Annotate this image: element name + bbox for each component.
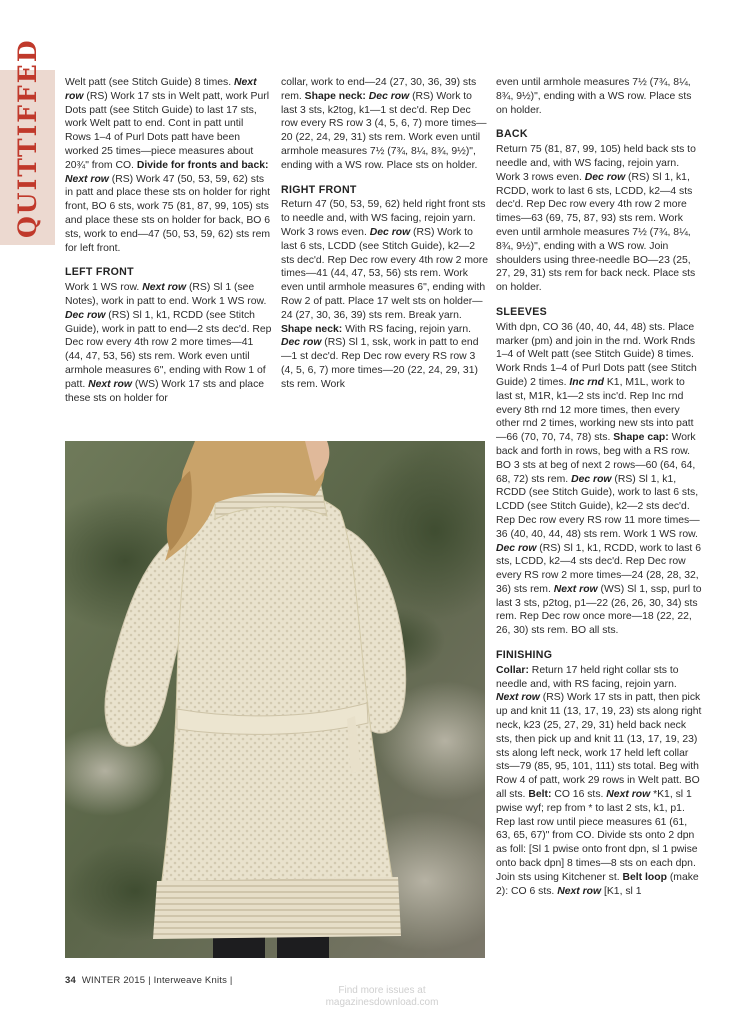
- watermark: [262, 985, 502, 1009]
- heading-left-front: LEFT FRONT: [65, 266, 134, 279]
- section-tab-label: QUITTIFFED: [13, 38, 42, 238]
- paragraph-right-front-cont: even until armhole measures 7½ (7¾, 8¼, 8¾, 9½)", ending with a WS row. Place sts on holder.: [496, 77, 692, 116]
- issue-label: WINTER 2015: [81, 975, 146, 986]
- cardigan-photo-illustration: [65, 441, 485, 958]
- heading-sleeves: SLEEVES: [496, 305, 547, 318]
- text-column-3: [496, 76, 702, 909]
- paragraph-right-front: Return 47 (50, 53, 59, 62) held right front sts to needle and, with WS facing, rejoin yarn. Work 3 rows even. Dec row (RS) Work to last 6 sts, LCDD (see Stitch Guide), k2—2 sts dec'd. Rep Dec row every 4th row 2 more times—41 (44, 47, 53, 56) sts rem. Work even until armhole measures 6", ending with Row 2 of patt. Place 17 welt sts on holder—24 (27, 30, 36, 39) sts rem. Break yarn. Shape neck: With RS facing, rejoin yarn. Dec row (RS) Sl 1, ssk, work in patt to end—1 st dec'd. Rep Dec row every RS row 3 (4, 5, 6, 7) more times—20 (22, 24, 29, 31) sts rem. Work: [281, 199, 488, 390]
- text-column-1: [65, 76, 272, 416]
- paragraph-back: Return 75 (81, 87, 99, 105) held back sts to needle and, with WS facing, rejoin yarn. Work 3 rows even. Dec row (RS) Sl 1, k1, RCDD, work to last 6 sts, LCDD, k2—4 sts dec'd. Rep Dec row every 4th row 2 more times—63 (69, 75, 87, 93) sts rem. Work even until armhole measures 7½ (7¾, 8¼, 8¾, 9½)", ending with a WS row. Join shoulders using three-needle BO—23 (25, 27, 29, 31) sts rem for back neck. Place sts on holder.: [496, 144, 696, 294]
- paragraph-intro: Welt patt (see Stitch Guide) 8 times. Next row (RS) Work 17 sts in Welt patt, work Purl Dots patt (see Stitch Guide) to last 17 sts, work Welt patt to end. Cont in patt until Rows 1–4 of Purl Dots patt have been worked 25 times—piece measures about 20¾" from CO. Divide for fronts and back: Next row (RS) Work 47 (50, 53, 59, 62) sts in patt and place these sts on holder for right front, BO 6 sts, work 75 (81, 87, 99, 105) sts and place these sts on holder for back, BO 6 sts, work to end—47 (50, 53, 59, 62) sts rem for left front.: [65, 77, 271, 254]
- paragraph-finishing: Collar: Return 17 held right collar sts to needle and, with RS facing, rejoin yarn. Next row (RS) Work 17 sts in patt, then pick up and knit 11 (13, 17, 19, 23) sts along right neck, k23 (25, 27, 29, 31) held back neck sts, then pick up and knit 11 (13, 17, 19, 23) sts along left neck, work 17 held left collar sts—79 (85, 95, 101, 111) sts total. Beg with Row 4 of patt, work 29 rows in Welt patt. BO all sts. Belt: CO 16 sts. Next row *K1, sl 1 pwise wyf; rep from * to last 2 sts, k1, p1. Rep last row until piece measures 61 (61, 63, 65, 67)" from CO. Divide sts onto 2 dpn as foll: [Sl 1 pwise onto front dpn, sl 1 pwise onto back dpn] 8 times—8 sts on each dpn. Join sts using Kitchener st. Belt loop (make 2): CO 6 sts. Next row [K1, sl 1: [496, 664, 702, 897]
- heading-right-front: RIGHT FRONT: [281, 183, 357, 196]
- paragraph-sleeves: With dpn, CO 36 (40, 40, 44, 48) sts. Place marker (pm) and join in the rnd. Work Rnds 1–4 of Welt patt (see Stitch Guide) 8 times. Work Rnds 1–4 of Purl Dots patt (see Stitch Guide) 2 times. Inc rnd K1, M1L, work to last st, M1R, k1—2 sts inc'd. Rep Inc rnd every 8th rnd 12 more times, then every other rnd 2 times, working new sts into patt—66 (70, 70, 74, 78) sts. Shape cap: Work back and forth in rows, beg with a RS row. BO 3 sts at beg of next 2 rows—60 (64, 64, 68, 72) sts rem. Dec row (RS) Sl 1, k1, RCDD (see Stitch Guide), work to last 6 sts, LCDD (see Stitch Guide), k2—2 sts dec'd. Rep Dec row every RS row 11 more times—36 (40, 40, 44, 48) sts rem. Work 1 WS row. Dec row (RS) Sl 1, k1, RCDD, work to last 6 sts, LCDD, k2—4 sts dec'd. Rep Dec row every RS row 2 more times—24 (28, 28, 32, 36) sts rem. Next row (WS) Sl 1, ssp, purl to last 3 sts, p2tog, p1—22 (26, 26, 30, 34) sts rem. Rep Dec row once more—18 (22, 22, 26, 30) sts rem. BO all sts.: [496, 321, 702, 637]
- paragraph-left-front: Work 1 WS row. Next row (RS) Sl 1 (see Notes), work in patt to end. Work 1 WS row. Dec row (RS) Sl 1, k1, RCDD (see Stitch Guide), work in patt to end—2 sts dec'd. Rep Dec row every 4th row 2 more times—41 (44, 47, 53, 56) sts rem. Work even until armhole measures 6", ending with Row 1 of patt. Next row (WS) Work 17 sts and place these sts on holder for: [65, 282, 272, 404]
- watermark-line-2: magazinesdownload.com: [325, 997, 439, 1008]
- text-column-2: [281, 76, 488, 403]
- cardigan-photo: [65, 441, 485, 958]
- magazine-name: | Interweave Knits |: [148, 975, 233, 986]
- page-footer: [65, 975, 233, 986]
- watermark-line-1: Find more issues at: [338, 985, 426, 996]
- heading-back: BACK: [496, 128, 528, 141]
- page-number: 34: [65, 975, 76, 986]
- heading-finishing: FINISHING: [496, 649, 553, 662]
- paragraph-left-front-cont: collar, work to end—24 (27, 30, 36, 39) sts rem. Shape neck: Dec row (RS) Work to last 3 sts, k2tog, k1—1 st dec'd. Rep Dec row every RS row 3 (4, 5, 6, 7) more times—20 (22, 24, 29, 31) sts rem. Work even until armhole measures 7½ (7¾, 8¼, 8¾, 9½)", ending with a WS row. Place sts on holder.: [281, 77, 487, 171]
